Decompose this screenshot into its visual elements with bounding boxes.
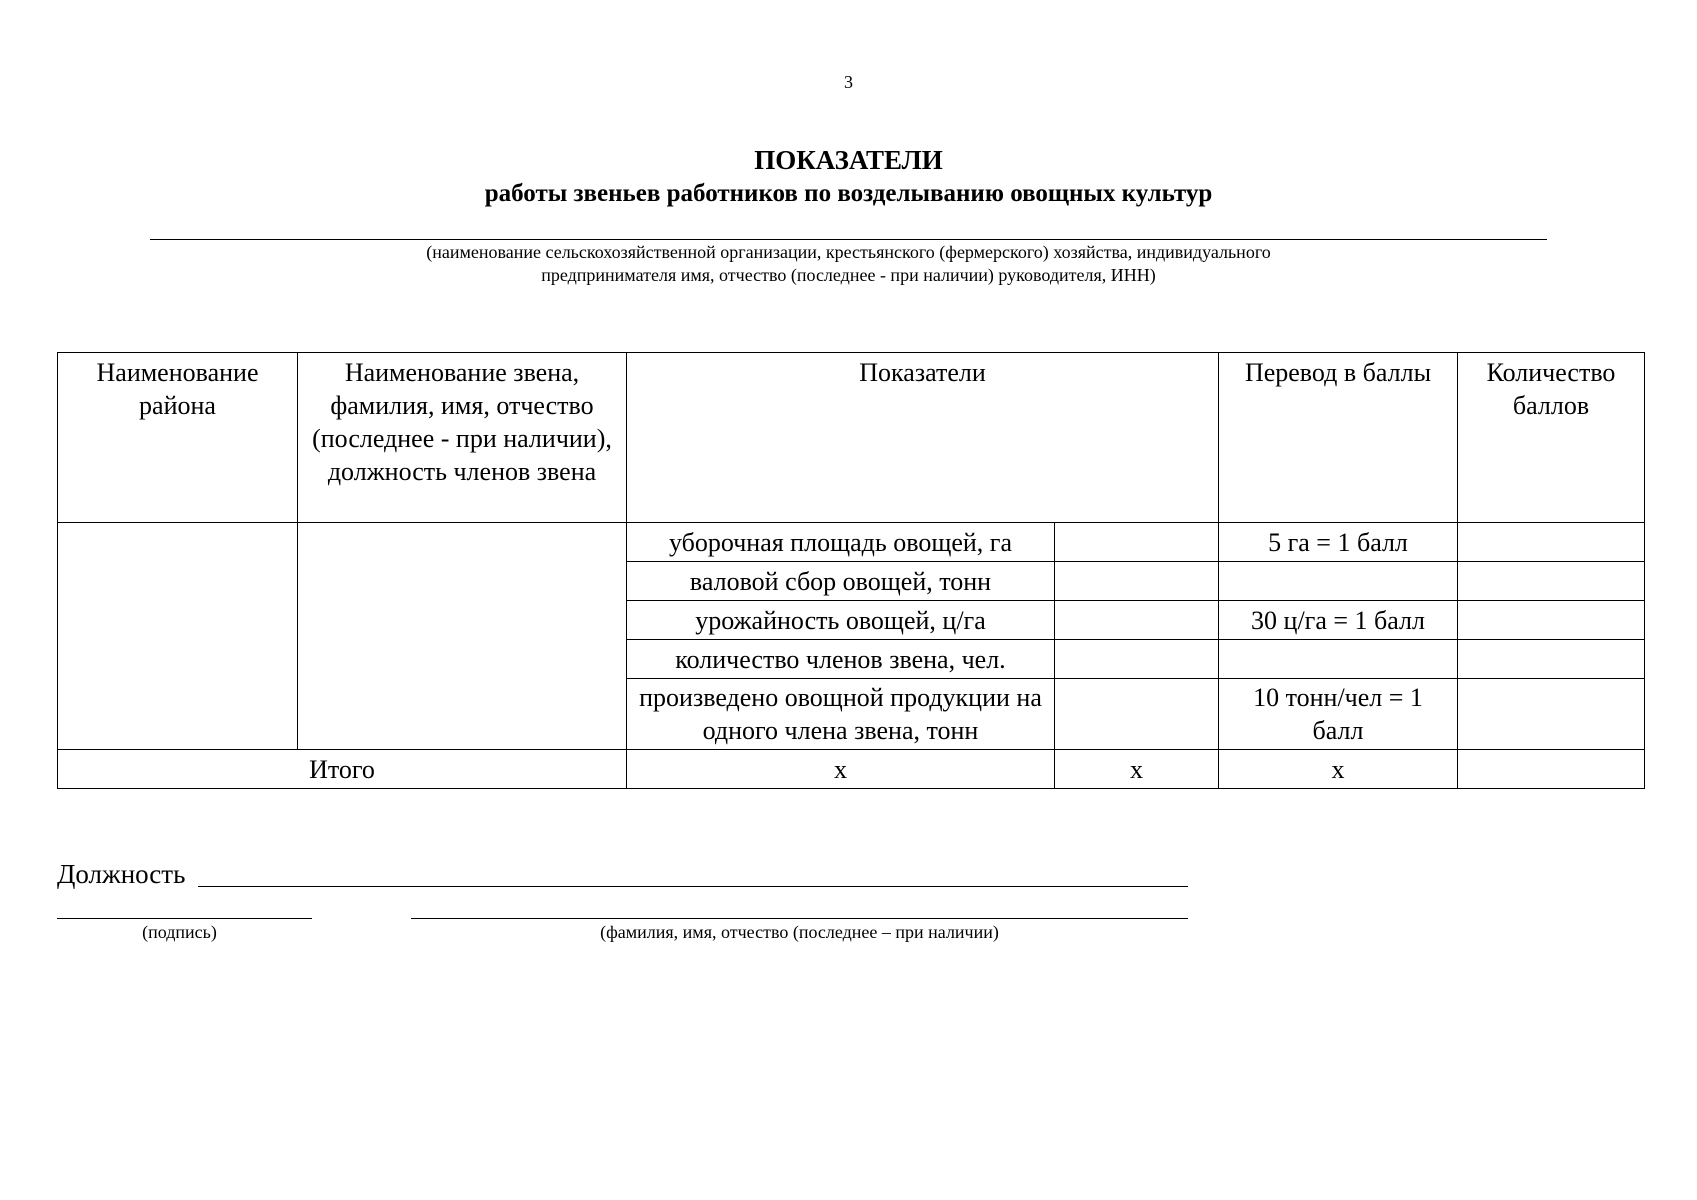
score-cell[interactable] <box>1458 640 1645 679</box>
district-cell[interactable] <box>58 523 298 750</box>
total-row <box>58 750 1645 789</box>
indicator-cell: количество членов звена, чел. <box>627 640 1055 679</box>
table-row <box>58 523 1645 562</box>
header-score-count: Количество баллов <box>1458 353 1645 523</box>
total-value-cell: х <box>1055 750 1219 789</box>
header-indicators: Показатели <box>627 353 1219 523</box>
indicator-cell: уборочная площадь овощей, га <box>627 523 1055 562</box>
value-cell[interactable] <box>1055 601 1219 640</box>
header-unit: Наименование звена, фамилия, имя, отчество (последнее - при наличии), должность членов звена <box>298 353 627 523</box>
organization-caption-line-2: предпринимателя имя, отчество (последнее - при наличии) руководителя, ИНН) <box>541 265 1156 285</box>
conversion-cell <box>1219 640 1458 679</box>
header-district: Наименование района <box>58 353 298 523</box>
value-cell[interactable] <box>1055 562 1219 601</box>
organization-name-line <box>150 239 1547 240</box>
full-name-input-line[interactable] <box>411 918 1188 919</box>
full-name-caption: (фамилия, имя, отчество (последнее – при наличии) <box>600 922 999 942</box>
header-conversion: Перевод в баллы <box>1219 353 1458 523</box>
conversion-cell: 10 тонн/чел = 1 балл <box>1219 679 1458 750</box>
total-indicator-cell: х <box>627 750 1055 789</box>
score-cell[interactable] <box>1458 601 1645 640</box>
organization-caption-line-1: (наименование сельскохозяйственной организации, крестьянского (фермерского) хозяйства, индивидуального <box>426 242 1271 262</box>
organization-caption <box>0 241 1697 287</box>
conversion-cell: 30 ц/га = 1 балл <box>1219 601 1458 640</box>
conversion-cell <box>1219 562 1458 601</box>
total-label: Итого <box>58 750 627 789</box>
total-score-cell[interactable] <box>1458 750 1645 789</box>
signature-caption: (подпись) <box>142 922 217 942</box>
position-label: Должность <box>57 859 186 889</box>
score-cell[interactable] <box>1458 523 1645 562</box>
indicator-cell: валовой сбор овощей, тонн <box>627 562 1055 601</box>
indicator-cell: урожайность овощей, ц/га <box>627 601 1055 640</box>
score-cell[interactable] <box>1458 679 1645 750</box>
score-cell[interactable] <box>1458 562 1645 601</box>
page-number: 3 <box>844 72 853 92</box>
value-cell[interactable] <box>1055 523 1219 562</box>
value-cell[interactable] <box>1055 679 1219 750</box>
indicators-table <box>57 352 1645 789</box>
signature-input-line[interactable] <box>57 918 312 919</box>
table-header-row <box>58 353 1645 523</box>
indicator-cell: произведено овощной продукции на одного члена звена, тонн <box>627 679 1055 750</box>
conversion-cell: 5 га = 1 балл <box>1219 523 1458 562</box>
position-input-line[interactable] <box>198 886 1188 887</box>
document-subtitle: работы звеньев работников по возделыванию овощных культур <box>484 180 1213 207</box>
total-conversion-cell: х <box>1219 750 1458 789</box>
unit-cell[interactable] <box>298 523 627 750</box>
document-title: ПОКАЗАТЕЛИ <box>754 145 943 175</box>
value-cell[interactable] <box>1055 640 1219 679</box>
